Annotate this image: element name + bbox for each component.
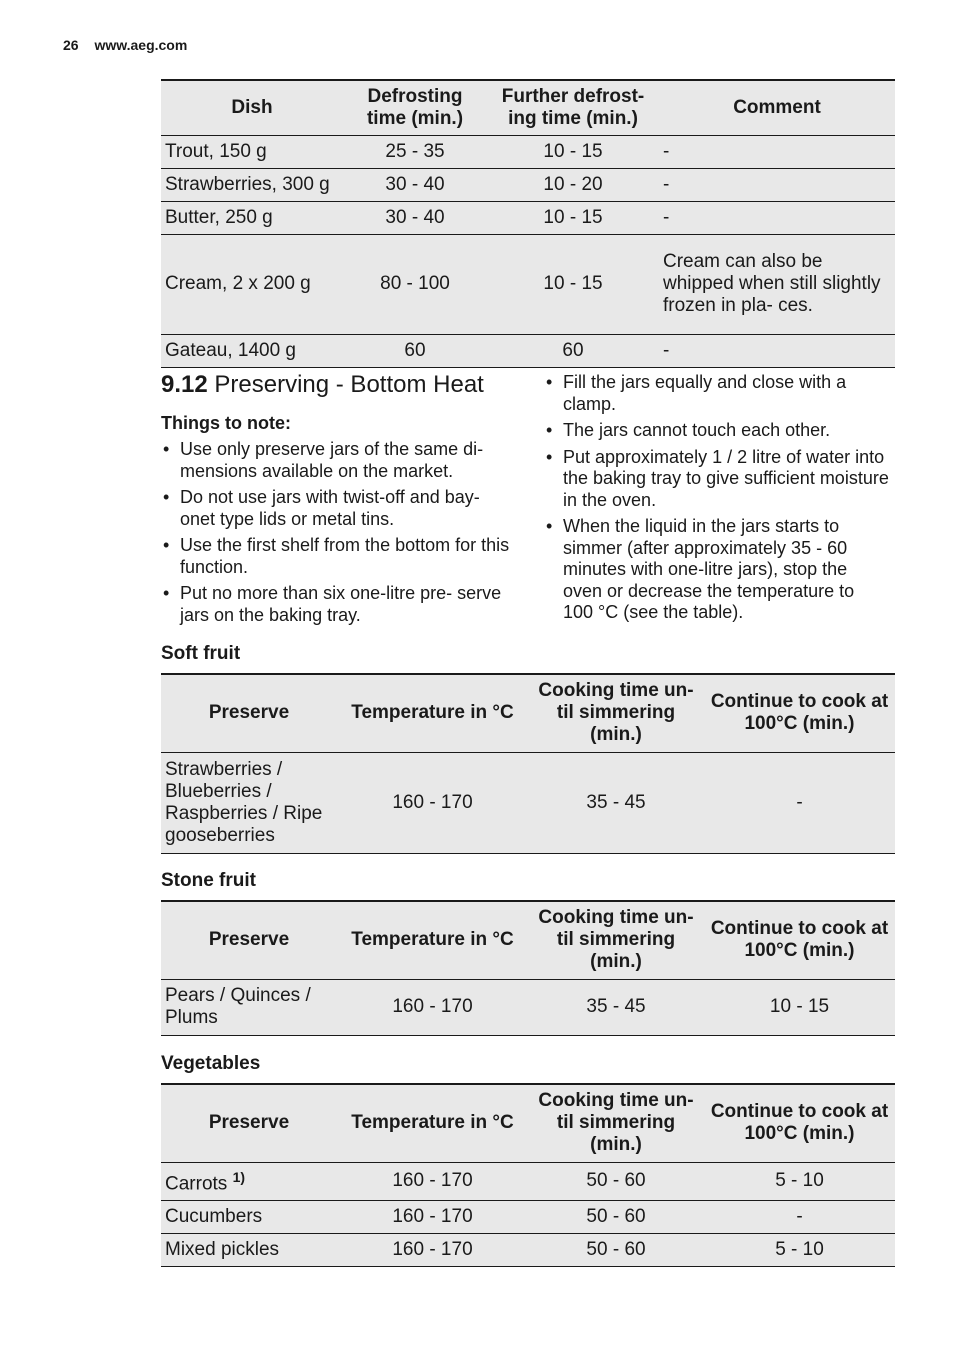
cell-defrosting-time: 30 - 40 (343, 168, 487, 201)
cell-dish: Gateau, 1400 g (161, 334, 343, 367)
column-header-comment: Comment (659, 80, 895, 135)
defrost-table (161, 79, 895, 368)
cell-defrosting-time: 30 - 40 (343, 201, 487, 234)
stone-fruit-heading: Stone fruit (161, 870, 256, 891)
cell-cooking-time: 50 - 60 (528, 1162, 704, 1200)
footnote-mark: 1) (232, 1169, 246, 1186)
notes-heading: Things to note: (161, 413, 291, 433)
column-header-cooking-time: Cooking time un- til simmering (min.) (528, 1084, 704, 1162)
cell-comment: Cream can also be whipped when still slightly frozen in pla- ces. (659, 234, 895, 334)
cell-comment: - (659, 201, 895, 234)
notes-list-left (161, 439, 511, 631)
cell-preserve: Mixed pickles (161, 1233, 337, 1266)
preserve-name: Carrots (165, 1173, 228, 1195)
cell-temperature: 160 - 170 (337, 1200, 528, 1233)
cell-cooking-time: 35 - 45 (528, 979, 704, 1035)
section-number: 9.12 (161, 371, 208, 398)
table-row (161, 979, 895, 1035)
table-row (161, 1162, 895, 1200)
section-title: Preserving - Bottom Heat (214, 371, 484, 398)
column-header-cooking-time: Cooking time un- til simmering (min.) (528, 901, 704, 979)
table-row (161, 201, 895, 234)
cell-defrosting-time: 25 - 35 (343, 135, 487, 168)
cell-defrosting-time: 80 - 100 (343, 234, 487, 334)
table-row (161, 1200, 895, 1233)
cell-preserve: Pears / Quinces / Plums (161, 979, 337, 1035)
cell-dish: Cream, 2 x 200 g (161, 234, 343, 334)
cell-continue-cook: 10 - 15 (704, 979, 895, 1035)
cell-temperature: 160 - 170 (337, 1233, 528, 1266)
column-header-continue-cook: Continue to cook at 100°C (min.) (704, 1084, 895, 1162)
column-header-preserve: Preserve (161, 674, 337, 752)
website-url: www.aeg.com (94, 37, 188, 53)
column-header-cooking-time: Cooking time un- til simmering (min.) (528, 674, 704, 752)
table-header-row (161, 80, 895, 135)
soft-fruit-table (161, 673, 895, 854)
cell-further-time: 10 - 15 (487, 135, 659, 168)
cell-continue-cook: - (704, 1200, 895, 1233)
list-item: • Put approximately 1 / 2 litre of water into the baking tray to give sufficient moisture in the oven. (544, 447, 889, 512)
column-header-temperature: Temperature in °C (337, 674, 528, 752)
cell-further-time: 10 - 15 (487, 201, 659, 234)
list-item: • Use the first shelf from the bottom for this function. (161, 535, 511, 578)
list-item: • When the liquid in the jars starts to simmer (after approximately 35 - 60 minutes with one-litre jars), stop the oven or decrease the temperature to 100 °C (see the table). (544, 516, 889, 624)
column-header-continue-cook: Continue to cook at 100°C (min.) (704, 901, 895, 979)
table-row (161, 135, 895, 168)
vegetables-heading: Vegetables (161, 1053, 261, 1074)
list-item: • Fill the jars equally and close with a clamp. (544, 372, 889, 415)
cell-temperature: 160 - 170 (337, 979, 528, 1035)
table-row (161, 752, 895, 853)
cell-further-time: 10 - 20 (487, 168, 659, 201)
column-header-temperature: Temperature in °C (337, 901, 528, 979)
cell-temperature: 160 - 170 (337, 1162, 528, 1200)
page-number: 26 (63, 37, 79, 53)
cell-temperature: 160 - 170 (337, 752, 528, 853)
column-header-temperature: Temperature in °C (337, 1084, 528, 1162)
cell-continue-cook: - (704, 752, 895, 853)
column-header-preserve: Preserve (161, 1084, 337, 1162)
vegetables-table (161, 1083, 895, 1267)
column-header-dish: Dish (161, 80, 343, 135)
cell-continue-cook: 5 - 10 (704, 1162, 895, 1200)
table-header-row (161, 674, 895, 752)
cell-further-time: 10 - 15 (487, 234, 659, 334)
list-item: • Do not use jars with twist-off and bay- onet type lids or metal tins. (161, 487, 511, 530)
list-item: • Use only preserve jars of the same di- mensions available on the market. (161, 439, 511, 482)
cell-comment: - (659, 334, 895, 367)
table-header-row (161, 901, 895, 979)
cell-preserve: Cucumbers (161, 1200, 337, 1233)
table-header-row (161, 1084, 895, 1162)
cell-cooking-time: 50 - 60 (528, 1200, 704, 1233)
cell-comment: - (659, 168, 895, 201)
table-row (161, 234, 895, 334)
table-row (161, 1233, 895, 1266)
cell-cooking-time: 35 - 45 (528, 752, 704, 853)
cell-preserve: Strawberries / Blueberries / Raspberries / Ripe gooseberries (161, 752, 337, 853)
cell-further-time: 60 (487, 334, 659, 367)
stone-fruit-table (161, 900, 895, 1036)
list-item: • Put no more than six one-litre pre- serve jars on the baking tray. (161, 583, 511, 626)
table-row (161, 334, 895, 367)
column-header-defrosting-time: Defrosting time (min.) (343, 80, 487, 135)
cell-dish: Strawberries, 300 g (161, 168, 343, 201)
cell-preserve (161, 1162, 337, 1200)
list-item: • The jars cannot touch each other. (544, 420, 889, 442)
cell-dish: Butter, 250 g (161, 201, 343, 234)
cell-dish: Trout, 150 g (161, 135, 343, 168)
page-header (63, 37, 187, 53)
cell-continue-cook: 5 - 10 (704, 1233, 895, 1266)
table-row (161, 168, 895, 201)
notes-list-right (544, 372, 889, 629)
column-header-preserve: Preserve (161, 901, 337, 979)
cell-comment: - (659, 135, 895, 168)
column-header-continue-cook: Continue to cook at 100°C (min.) (704, 674, 895, 752)
column-header-further-defrosting-time: Further defrost- ing time (min.) (487, 80, 659, 135)
soft-fruit-heading: Soft fruit (161, 643, 241, 664)
cell-cooking-time: 50 - 60 (528, 1233, 704, 1266)
section-heading (161, 371, 484, 399)
cell-defrosting-time: 60 (343, 334, 487, 367)
